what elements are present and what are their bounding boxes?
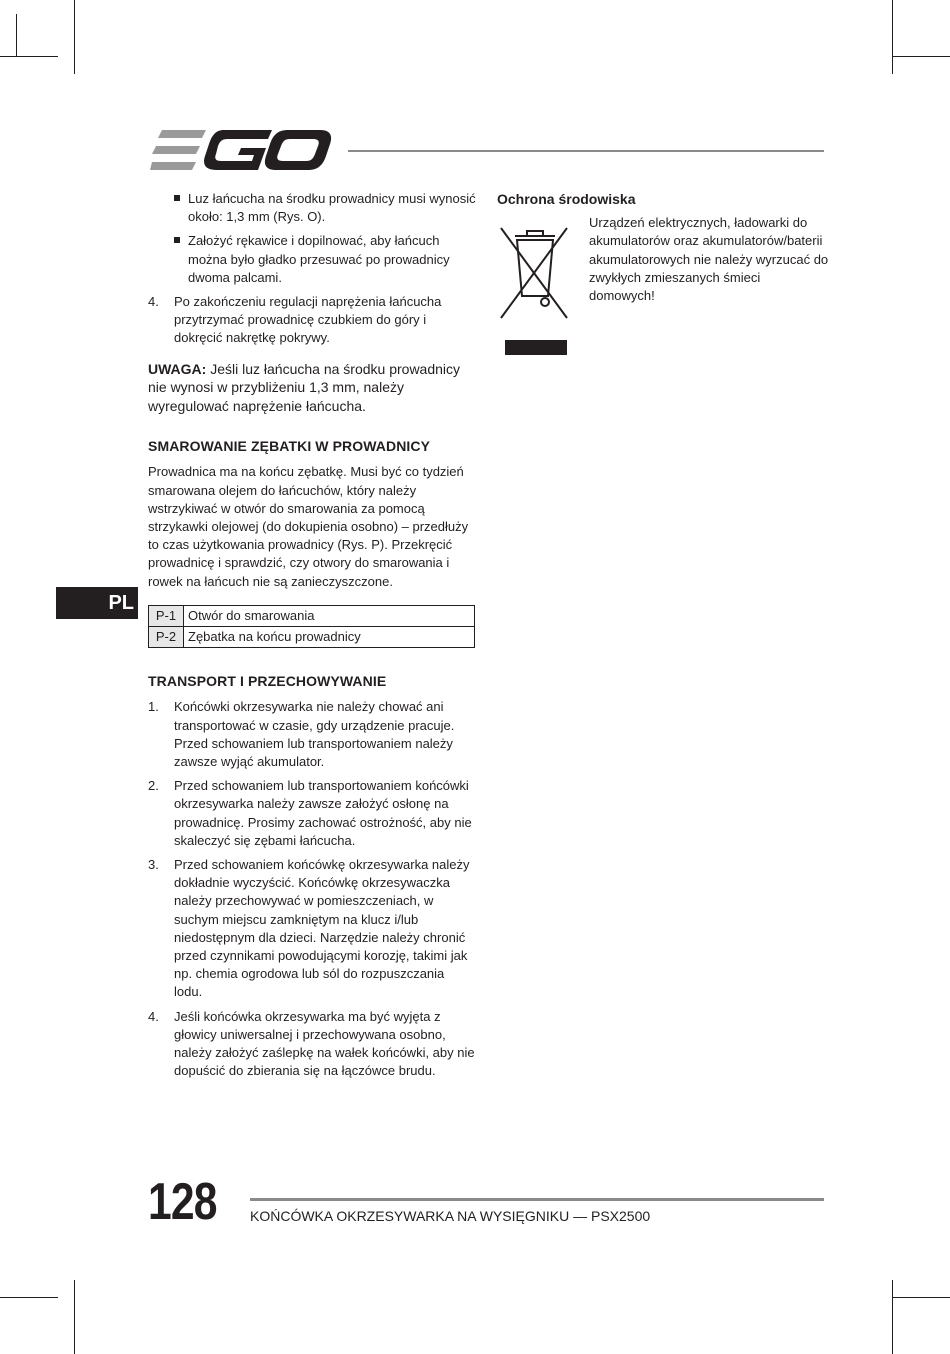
crop-mark (892, 56, 950, 57)
legend-value: Otwór do smarowania (184, 605, 475, 626)
crop-mark (892, 1297, 950, 1298)
crop-mark (892, 1280, 893, 1354)
note-text: Jeśli luz łańcucha na środku prowadnicy nie wynosi w przybliżeniu 1,3 mm, należy wyregulować naprężenie łańcucha. (148, 360, 461, 414)
square-bullet-icon (174, 195, 180, 201)
square-bullet-icon (174, 237, 180, 243)
language-tab: PL (56, 587, 138, 619)
crop-mark (0, 1297, 58, 1298)
list-item: Założyć rękawice i dopilnować, aby łańcuch można było gładko przesuwać po prowadnicy dwoma palcami. (148, 232, 476, 287)
env-text: Urządzeń elektrycznych, ładowarki do akumulatorów oraz akumulatorów/baterii akumulatorowych nie należy wyrzucać do zwykłych zmieszanych śmieci domowych! (589, 215, 829, 304)
warning-note (148, 360, 476, 416)
right-column (497, 190, 827, 344)
section-heading-transport: TRANSPORT I PRZECHOWYWANIE (148, 673, 387, 690)
legend-key: P-2 (149, 626, 184, 647)
crop-mark (16, 14, 17, 56)
ego-logo (150, 128, 332, 172)
list-item: Luz łańcucha na środku prowadnicy musi wynosić około: 1,3 mm (Rys. O). (148, 190, 476, 226)
env-block (497, 214, 827, 344)
left-column (148, 190, 476, 1086)
crop-mark (74, 0, 75, 74)
crop-mark (892, 0, 893, 74)
crop-mark (0, 56, 58, 57)
list-item: 4. Po zakończeniu regulacji naprężenia łańcucha przytrzymać prowadnicę czubkiem do góry i dokręcić nakrętkę pokrywy. (148, 294, 442, 346)
footer-title: KOŃCÓWKA OKRZESYWARKA NA WYSIĘGNIKU — PSX2500 (250, 1208, 651, 1224)
section-heading-lubrication: SMAROWANIE ZĘBATKI W PROWADNICY (148, 438, 431, 455)
list-item: 2. Przed schowaniem lub transportowaniem końcówki okrzesywarka należy zawsze założyć osłonę na prowadnicę. Prosimy zachować ostrożność, aby nie skaleczyć się zębami łańcucha. (148, 778, 472, 848)
list-item: 1. Końcówki okrzesywarka nie należy chować ani transportować w czasie, gdy urządzenie pracuje. Przed schowaniem lub transportowaniem należy zawsze wyjąć akumulator. (148, 699, 455, 769)
list-item: 3. Przed schowaniem końcówkę okrzesywarka należy dokładnie wyczyścić. Końcówkę okrzesywaczka należy przechowywać w pomieszczeniach, w suchym miejscu zamkniętym na klucz i/lub niedostępnym dla dzieci. Narzędzie należy chronić przed czynnikami powodującymi korozję, takimi jak np. chemia ogrodowa lub sól do rozpuszczania lodu. (148, 856, 470, 1000)
lubrication-body: Prowadnica ma na końcu zębatkę. Musi być co tydzień smarowana olejem do łańcuchów, który należy wstrzykiwać w otwór do smarowania za pomocą strzykawki olejowej (do dokupienia osobno) – przedłuży to czas użytkowania prowadnicy (Rys. P). Przekręcić prowadnicę i sprawdzić, czy otwory do smarowania i rowek na łańcuch nie są zanieczyszczone. (148, 464, 469, 589)
crop-mark (74, 1280, 75, 1354)
legend-value: Zębatka na końcu prowadnicy (184, 626, 475, 647)
env-heading: Ochrona środowiska (497, 191, 636, 207)
figure-legend-table (148, 605, 475, 648)
black-bar (505, 340, 567, 355)
note-label: UWAGA: (148, 360, 207, 377)
crossed-out-wheelie-bin-icon (497, 214, 571, 326)
list-item: 4. Jeśli końcówka okrzesywarka ma być wyjęta z głowicy uniwersalnej i przechowywana osobno, należy założyć zaślepkę na wałek końcówki, aby nie dopuścić do zbierania się na łączówce brudu. (148, 1008, 475, 1079)
table-row (149, 605, 475, 626)
footer-rule (250, 1198, 824, 1201)
page-number: 128 (148, 1173, 217, 1231)
header-rule (348, 150, 824, 152)
legend-key: P-1 (149, 605, 184, 626)
table-row (149, 626, 475, 647)
